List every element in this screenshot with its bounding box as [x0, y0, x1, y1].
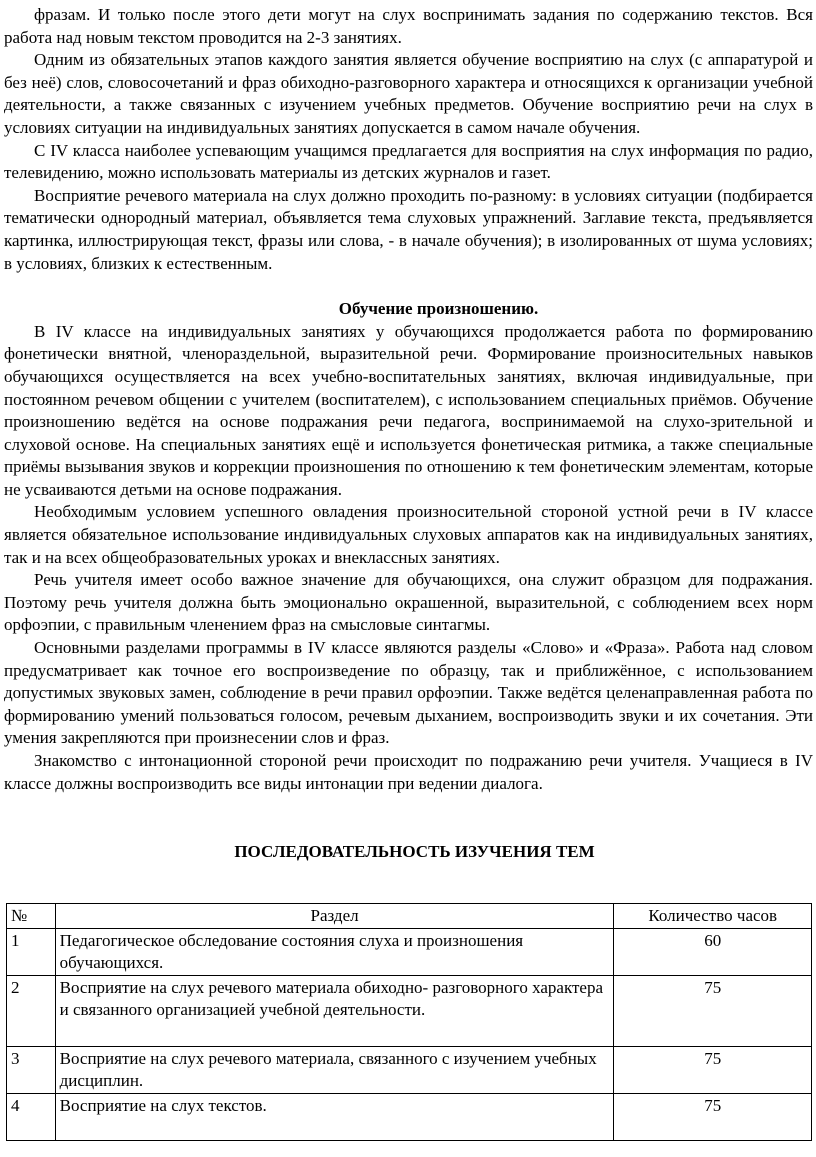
row-hours: 75	[614, 1047, 812, 1094]
table-row	[7, 1094, 812, 1141]
row-section: Восприятие на слух текстов.	[55, 1094, 614, 1141]
paragraph: Необходимым условием успешного овладения произносительной стороной устной речи в IV классе является обязательное использование индивидуальных слуховых аппаратов как на индивидуальных занятиях, так и на всех общеобразовательных уроках и внеклассных занятиях.	[4, 502, 813, 567]
row-section: Педагогическое обследование состояния слуха и произношения обучающихся.	[55, 929, 614, 976]
row-section: Восприятие на слух речевого материала, связанного с изучением учебных дисциплин.	[55, 1047, 614, 1094]
column-header-hours: Количество часов	[614, 904, 812, 929]
paragraph: Знакомство с интонационной стороной речи происходит по подражанию речи учителя. Учащиеся в IV классе должны воспроизводить все виды интонации при ведении диалога.	[4, 751, 813, 793]
document-body	[4, 4, 813, 864]
row-hours: 60	[614, 929, 812, 976]
table-row	[7, 1047, 812, 1094]
paragraph: Одним из обязательных этапов каждого занятия является обучение восприятию на слух (с аппаратурой и без неё) слов, словосочетаний и фраз обиходно-разговорного характера и относящихся к организации учебной деятельности, а также связанных с изучением учебных предметов. Обучение восприятию речи на слух в условиях ситуации на индивидуальных занятиях допускается в самом начале обучения.	[4, 50, 813, 137]
paragraph: В IV классе на индивидуальных занятиях у обучающихся продолжается работа по формированию фонетически внятной, членораздельной, выразительной речи. Формирование произносительных навыков обучающихся осуществляется на всех учебно-воспитательных занятиях, включая индивидуальные, при постоянном речевом общении с учителем (воспитателем), с использованием специальных приёмов. Обучение произношению ведётся на основе подражания речи педагога, воспринимаемой на слухо-зрительной и слуховой основе. На специальных занятиях ещё и используется фонетическая ритмика, а также специальные приёмы вызывания звуков и коррекции произношения по отношению к тем фонетическим элементам, которые не усваиваются детьми на основе подражания.	[4, 321, 813, 499]
paragraph: фразам. И только после этого дети могут на слух воспринимать задания по содержанию текстов. Вся работа над новым текстом проводится на 2-3 занятиях.	[4, 5, 813, 47]
table-row	[7, 976, 812, 1047]
row-section: Восприятие на слух речевого материала обиходно- разговорного характера и связанного организацией учебной деятельности.	[55, 976, 614, 1047]
row-number: 1	[7, 929, 56, 976]
paragraph: Основными разделами программы в IV классе являются разделы «Слово» и «Фраза». Работа над словом предусматривает как точное его воспроизведение по образцу, так и приближённое, с использованием допустимых звуковых замен, соблюдение в речи правил орфоэпии. Также ведётся целенаправленная работа по формированию умений пользоваться голосом, речевым дыханием, воспроизводить звуки и их сочетания. Эти умения закрепляются при произнесении слов и фраз.	[4, 638, 813, 748]
column-header-number: №	[7, 904, 56, 929]
table-header-row	[7, 904, 812, 929]
row-number: 3	[7, 1047, 56, 1094]
row-hours: 75	[614, 1094, 812, 1141]
topics-table	[6, 903, 812, 1141]
row-number: 4	[7, 1094, 56, 1141]
section-heading-pronunciation: Обучение произношению.	[338, 299, 539, 319]
table-row	[7, 929, 812, 976]
column-header-section: Раздел	[55, 904, 614, 929]
section-heading-sequence: ПОСЛЕДОВАТЕЛЬНОСТЬ ИЗУЧЕНИЯ ТЕМ	[234, 842, 595, 862]
paragraph: С IV класса наиболее успевающим учащимся предлагается для восприятия на слух информация по радио, телевидению, можно использовать материалы из детских журналов и газет.	[4, 140, 813, 183]
paragraph: Речь учителя имеет особо важное значение для обучающихся, она служит образцом для подражания. Поэтому речь учителя должна быть эмоционально окрашенной, выразительной, с соблюдением всех норм орфоэпии, с правильным членением фраз на смысловые синтагмы.	[4, 570, 813, 635]
row-hours: 75	[614, 976, 812, 1047]
row-number: 2	[7, 976, 56, 1047]
paragraph: Восприятие речевого материала на слух должно проходить по-разному: в условиях ситуации (подбирается тематически однородный материал, объявляется тема слуховых упражнений. Заглавие текста, предъявляется картинка, иллюстрирующая текст, фразы или слова, - в начале обучения); в изолированных от шума условиях; в условиях, близких к естественным.	[4, 185, 813, 273]
